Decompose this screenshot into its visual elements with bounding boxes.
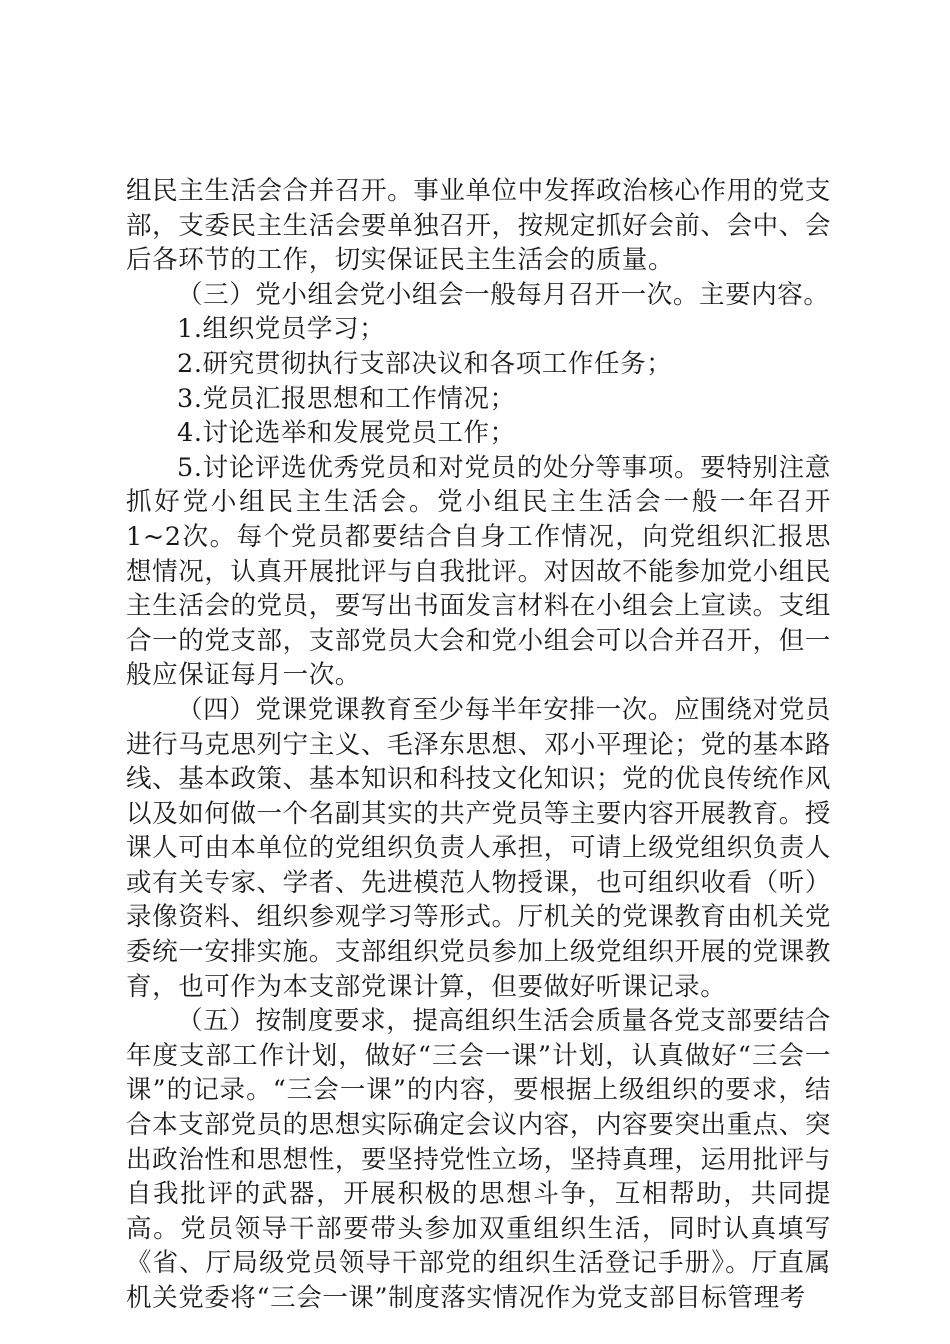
list-item-5: 5.讨论评选优秀党员和对党员的处分等事项。要特别注意抓好党小组民主生活会。党小组民主生活会一般一年召开1~2次。每个党员都要结合自身工作情况，向党组织汇报思想情况，认真开展批评与自我批评。对因故不能参加党小组民主生活会的党员，要写出书面发言材料在小组会上宣读。支组合一的党支部，支部党员大会和党小组会可以合并召开，但一般应保证每月一次。 bbox=[126, 452, 831, 691]
list-item-2: 2.研究贯彻执行支部决议和各项工作任务； bbox=[177, 348, 673, 379]
paragraph-section-5: （五）按制度要求，提高组织生活会质量各党支部要结合年度支部工作计划，做好“三会一课”计划，认真做好“三会一课”的记录。“三会一课”的内容，要根据上级组织的要求，结合本支部党员的思想实际确定会议内容，内容要突出重点、突出政治性和思想性，要坚持党性立场，坚持真理，运用批评与自我批评的武器，开展积极的思想斗争，互相帮助，共同提高。党员领导干部要带头参加双重组织生活，同时认真填写《省、厅局级党员领导干部党的组织生活登记手册》。厅直属机关党委将“三会一课”制度落实情况作为党支部目标管理考 bbox=[126, 1006, 831, 1313]
document-body bbox=[126, 174, 831, 1316]
paragraph-section-3-heading: （三）党小组会党小组会一般每月召开一次。主要内容。 bbox=[177, 279, 830, 310]
paragraph-intro: 组民主生活会合并召开。事业单位中发挥政治核心作用的党支部，支委民主生活会要单独召开，按规定抓好会前、会中、会后各环节的工作，切实保证民主生活会的质量。 bbox=[126, 176, 831, 276]
paragraph-section-4: （四）党课党课教育至少每半年安排一次。应围绕对党员进行马克思列宁主义、毛泽东思想、邓小平理论；党的基本路线、基本政策、基本知识和科技文化知识；党的优良传统作风以及如何做一个名副其实的共产党员等主要内容开展教育。授课人可由本单位的党组织负责人承担，可请上级党组织负责人或有关专家、学者、先进模范人物授课，也可组织收看（听）录像资料、组织参观学习等形式。厅机关的党课教育由机关党委统一安排实施。支部组织党员参加上级党组织开展的党课教育，也可作为本支部党课计算，但要做好听课记录。 bbox=[126, 694, 831, 1002]
list-item-4: 4.讨论选举和发展党员工作； bbox=[177, 418, 516, 449]
list-item-1: 1.组织党员学习； bbox=[177, 314, 386, 345]
list-item-3: 3.党员汇报思想和工作情况； bbox=[177, 383, 516, 414]
